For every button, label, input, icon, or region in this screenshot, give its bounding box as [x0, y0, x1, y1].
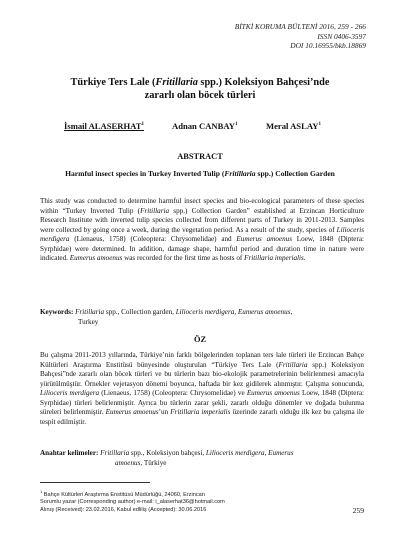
english-title: Harmful insect species in Turkey Inverted Tulip (Fritillaria spp.) Collection Garden: [65, 169, 335, 178]
author-3: Meral ASLAY$^1$: [266, 121, 321, 131]
abstract-heading: ABSTRACT: [177, 152, 223, 161]
abstract-paragraph: This study was conducted to determine harmful insect species and bio-ecological parameters of these species within “Turkey Inverted Tulip (Fritillaria spp.) Collection Garden” established at Erzincan Horticulture Research Institute with inverted tulip species collected from different parts of Turkey in 2011-2013. Samples were collected by going once a week, during the vegetation period. As a result of the study, species of Lilioceris merdigera (Lienaeus, 1758) (Coleoptera: Chrysomelidae) and Eumerus amoenus Loew, 1848 (Diptera: Syrphidae) were determined. In addition, damage shape, harmful period and duration time in nature were indicated. Eumerus amoenus was recorded for the first time as hosts of Fritillaria imperialis.: [40, 197, 364, 263]
author-2: Adnan CANBAY$^1$: [172, 121, 238, 131]
author-1: İsmail ALASERHAT$^1$: [64, 121, 144, 131]
oz-paragraph: Bu çalışma 2011-2013 yıllarında, Türkiye’nin farklı bölgelerinden toplanan ters lale türleri ile Erzincan Bahçe Kültürleri Araştırma Enstitüsü bünyesinde oluşturulan “Türkiye Ters Lale (Fritillaria spp.) Koleksiyon Bahçesi”nde zararlı olan böcek türleri ve bu türlerin bazı bio-ekolojik parametrelerinin belirlenmesi amacıyla yürütülmüştür. Örnekler vejetasyon dönemi boyunca, haftada bir kez gidilerek alınmıştır. Çalışma sonucunda, Lilioceris merdigera (Lienaeus, 1758) (Coleoptera: Chrysomelidae) ve Eumerus amoenus Loew, 1848 (Diptera: Syrphidae) türleri belirlenmiştir. Ayrıca bu türlerin zarar şekli, zararlı olduğu dönemler ve doğada bulunma süreleri belirlenmiştir. Eumerus amoenus’un Fritillaria imperialis üzerinde zararlı olduğu ilk kez bu çalışma ile tespit edilmiştir.: [40, 351, 365, 426]
journal-name: BİTKİ KORUMA BÜLTENİ 2016, 259 - 266: [234, 22, 366, 31]
keywords: Keywords: Fritillaria spp., Collection garden, Lilioceris merdigera, Eumerus amoenus, Turkey: [40, 308, 293, 326]
journal-issn: ISSN 0406-3597: [317, 31, 366, 41]
author-list: [64, 121, 360, 133]
footnote-divider: [40, 482, 150, 483]
journal-doi: DOI 10.16955/bkb.18869: [290, 41, 366, 51]
page-number: 259: [352, 506, 364, 515]
journal-header: [235, 22, 366, 51]
footnote: $^1$ Bahçe Kültürleri Araştırma Enstitüsü Müdürlüğü, 24060, Erzincan Sorumlu yazar (Corresponding author) e-mail: i_alaserhat36@hotmail.com Alınış (Received): 23.02.2016, Kabul edliliş (Accepted): 30.06.2016: [40, 489, 225, 514]
oz-heading: ÖZ: [193, 335, 207, 344]
paper-title: Türkiye Ters Lale (Fritillaria spp.) Koleksiyon Bahçesi’nde zararlı olan böcek türleri: [70, 77, 330, 101]
anahtar-kelimeler: Anahtar kelimeler: Fritillaria spp., Koleksiyon bahçesi, Lilioceris merdigera, Eumerus amoenus, Türkiye: [40, 449, 294, 467]
